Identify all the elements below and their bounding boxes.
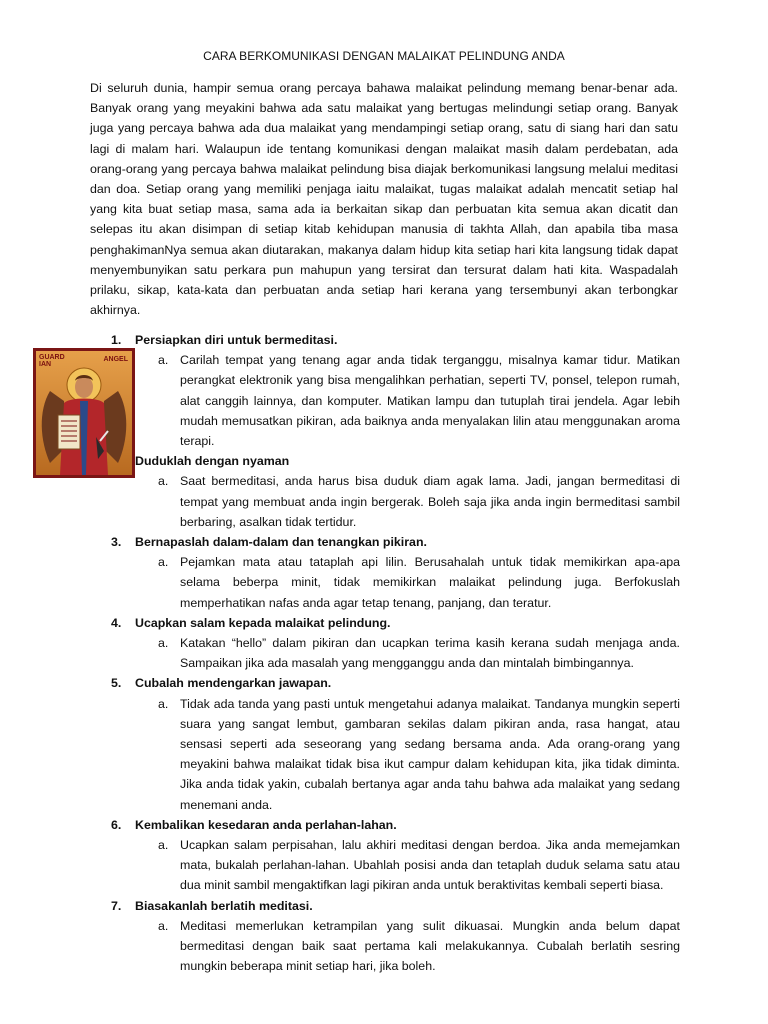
- detail-letter: a.: [158, 474, 169, 489]
- step-item-2: [90, 451, 680, 532]
- step-title: Duduklah dengan nyaman: [135, 454, 290, 469]
- detail-text: Ucapkan salam perpisahan, lalu akhiri meditasi dengan berdoa. Jika anda memejamkan mata, bukalah perlahan-lahan. Ubahlah posisi anda dan tetaplah duduk selama satu atau dua minit sambil mengaktifkan lagi pikiran anda untuk beraktivitas kembali seperti biasa.: [180, 838, 680, 893]
- detail-letter: a.: [158, 636, 169, 651]
- detail-text: Meditasi memerlukan ketrampilan yang sulit dikuasai. Mungkin anda belum dapat bermeditasi dengan baik saat pertama kali melakukannya. Cubalah berlatih sesring mungkin beberapa minit setiap hari, jika boleh.: [180, 918, 680, 974]
- document-title: CARA BERKOMUNIKASI DENGAN MALAIKAT PELINDUNG ANDA: [203, 49, 565, 63]
- angel-icon: [36, 351, 132, 475]
- detail-text: Pejamkan mata atau tataplah api lilin. Berusahalah untuk tidak memikirkan apa-apa selama beberpa minit, tidak memikirkan malaikat pelindung juga. Berfokuslah memperhatikan nafas anda agar tetap tenang, panjang, dan teratur.: [180, 555, 680, 610]
- step-item-6: [90, 815, 680, 896]
- detail-text: Carilah tempat yang tenang agar anda tidak terganggu, misalnya kamar tidur. Matikan perangkat elektronik yang bisa mengalihkan perhatian, seperti TV, ponsel, telepon rumah, alat canggih lainnya, dan komputer. Matikan lampu dan tutuplah tirai jendela. Agar lebih mudah memusatkan pikiran, ada baiknya anda menyalakan lilin atau menggunakan aroma terapi.: [180, 353, 680, 449]
- steps-list: [90, 330, 680, 977]
- image-label-left: GUARD IAN: [39, 354, 65, 368]
- step-detail: [90, 471, 680, 532]
- step-title: Cubalah mendengarkan jawapan.: [135, 676, 332, 691]
- detail-letter: a.: [158, 353, 169, 368]
- step-detail: [90, 694, 680, 815]
- image-label-right: ANGEL: [103, 356, 128, 363]
- detail-letter: a.: [158, 838, 169, 853]
- detail-letter: a.: [158, 696, 169, 711]
- step-item-1: [90, 330, 680, 451]
- step-detail: [90, 633, 680, 673]
- step-detail: [90, 552, 680, 613]
- step-item-7: [90, 896, 680, 977]
- step-number: 7.: [111, 898, 122, 913]
- detail-letter: a.: [158, 555, 169, 570]
- step-title: Biasakanlah berlatih meditasi.: [135, 898, 313, 913]
- detail-text: Saat bermeditasi, anda harus bisa duduk diam agak lama. Jadi, jangan bermeditasi di tempat yang membuat anda ingin bergerak. Boleh saja jika anda ingin bermeditasi sambil berbaring, asalkan tidak tertidur.: [180, 474, 680, 529]
- detail-text: Katakan “hello” dalam pikiran dan ucapkan terima kasih kerana sudah menjaga anda. Sampaikan jika ada masalah yang mengganggu anda dan mintalah bimbingannya.: [180, 636, 680, 671]
- guardian-angel-image: [33, 348, 135, 478]
- step-title: Persiapkan diri untuk bermeditasi.: [135, 333, 338, 347]
- step-detail: [90, 350, 680, 451]
- step-title: Kembalikan kesedaran anda perlahan-lahan.: [135, 817, 397, 832]
- step-title: Bernapaslah dalam-dalam dan tenangkan pikiran.: [135, 535, 427, 550]
- step-item-5: [90, 673, 680, 814]
- step-number: 4.: [111, 615, 122, 630]
- detail-letter: a.: [158, 918, 169, 933]
- step-title: Ucapkan salam kepada malaikat pelindung.: [135, 615, 391, 630]
- step-item-4: [90, 613, 680, 674]
- step-detail: [90, 916, 680, 977]
- step-detail: [90, 835, 680, 896]
- detail-text: Tidak ada tanda yang pasti untuk mengetahui adanya malaikat. Tandanya mungkin seperti suara yang sangat lembut, gambaran sekilas dalam pikiran anda, rasa hangat, atau sensasi seperti ada seseorang yang sedang bersama anda. Ada orang-orang yang meyakini bahwa malaikat tidak bisa ikut campur dalam kehidupan kita, jika tidak diminta. Jika anda tidak yakin, cubalah bertanya agar anda tahu bahwa ada malaikat yang sedang menemani anda.: [180, 696, 680, 812]
- step-number: 3.: [111, 535, 122, 550]
- step-number: 5.: [111, 676, 122, 691]
- step-number: 1.: [111, 333, 122, 347]
- intro-paragraph: Di seluruh dunia, hampir semua orang percaya bahawa malaikat pelindung memang benar-benar ada. Banyak orang yang meyakini bahwa ada satu malaikat yang bertugas melindungi setiap orang. Banyak juga yang percaya bahwa ada dua malaikat yang mendampingi setiap orang, satu di siang hari dan satu lagi di malam hari. Walaupun ide tentang komunikasi dengan malaikat masih dalam perdebatan, ada orang-orang yang percaya bahwa malaikat pelindung bisa diajak berkomunikasi langsung melalui meditasi dan doa. Setiap orang yang memiliki penjaga iaitu malaikat, tugas malaikat adalah mencatit setiap hal yang kita buat setiap masa, sama ada ia berkaitan sikap dan perbuatan kita semua akan dicatit dan selepas itu akan disimpan di setiap kitab kehidupan manusia di takhta Allah, dan apabila tiba masa penghakimanNya semua akan diutarakan, makanya dalam hidup kita setiap hari kita langsung tidak dapat menyembunyikan satu perkara pun mahupun yang tersirat dan tersurat dalam hati kita. Waspadalah prilaku, sikap, kata-kata dan perbuatan anda setiap hari kerana yang tersembunyi akan terbongkar akhirnya.: [90, 81, 678, 318]
- step-item-3: [90, 532, 680, 613]
- step-number: 6.: [111, 817, 122, 832]
